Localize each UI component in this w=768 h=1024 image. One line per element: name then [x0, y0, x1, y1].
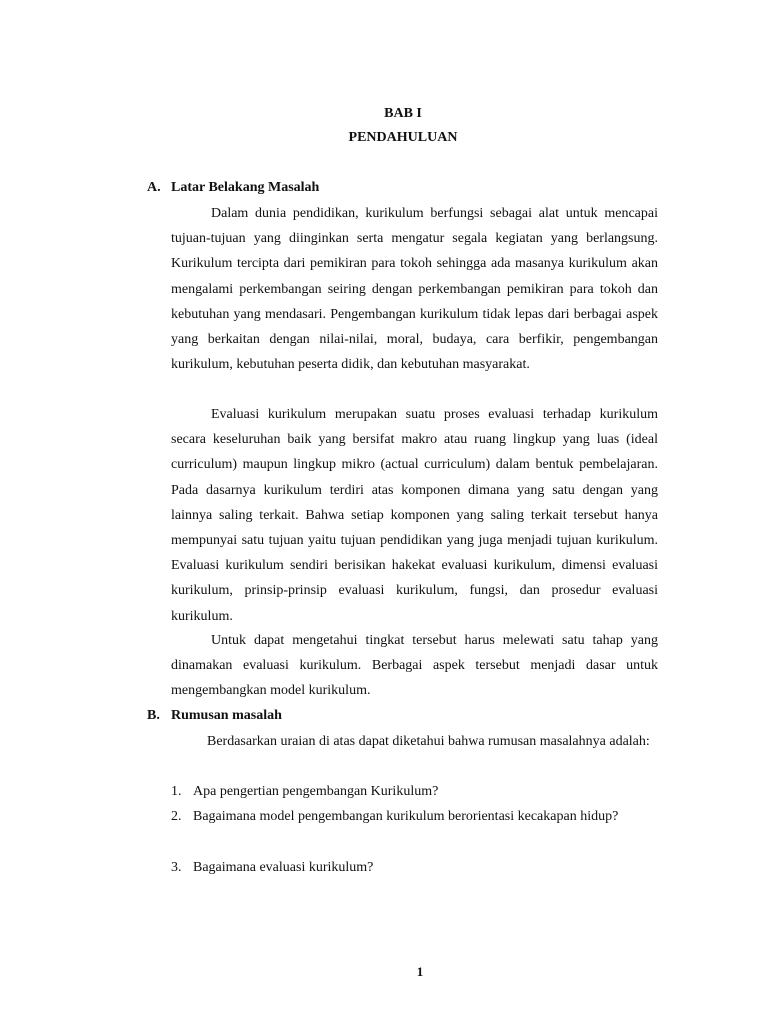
section-a-paragraph-1: Dalam dunia pendidikan, kurikulum berfungsi sebagai alat untuk mencapai tujuan-tujuan yang diinginkan serta mengatur segala kegiatan yang berlangsung. Kurikulum tercipta dari pemikiran para tokoh sehingga ada masanya kurikulum akan mengalami perkembangan seiring dengan perkembangan pemikiran para tokoh dan kebutuhan yang mendasari. Pengembangan kurikulum tidak lepas dari berbagai aspek yang berkaitan dengan nilai-nilai, moral, budaya, cara berfikir, pengembangan kurikulum, kebutuhan peserta didik, dan kebutuhan masyarakat. [171, 206, 658, 373]
section-a-heading [147, 178, 319, 198]
section-b-intro: Berdasarkan uraian di atas dapat diketahui bahwa rumusan masalahnya adalah: [207, 734, 650, 749]
section-a-title: Latar Belakang Masalah [171, 180, 320, 195]
chapter-subtitle: PENDAHULUAN [348, 130, 458, 145]
list-item-number: 3. [171, 860, 182, 875]
section-a-paragraph-3: Untuk dapat mengetahui tingkat tersebut harus melewati satu tahap yang dinamakan evaluasi kurikulum. Berbagai aspek tersebut menjadi dasar untuk mengembangkan model kurikulum. [171, 633, 658, 699]
section-b-title: Rumusan masalah [171, 708, 282, 723]
list-item [171, 804, 658, 829]
list-item [171, 855, 658, 880]
list-item-text: Apa pengertian pengembangan Kurikulum? [193, 784, 439, 799]
section-b-letter: B. [147, 708, 160, 723]
list-item [171, 779, 658, 804]
section-b-heading [147, 706, 282, 726]
page-number: 1 [416, 964, 424, 979]
list-item-number: 2. [171, 809, 182, 824]
list-item-text: Bagaimana evaluasi kurikulum? [193, 860, 374, 875]
section-a-letter: A. [147, 180, 161, 195]
section-a-paragraph-2: Evaluasi kurikulum merupakan suatu proses evaluasi terhadap kurikulum secara keseluruhan baik yang bersifat makro atau ruang lingkup yang luas (ideal curriculum) maupun lingkup mikro (actual curriculum) dalam bentuk pembelajaran. Pada dasarnya kurikulum terdiri atas komponen dimana yang satu dengan yang lainnya saling terkait. Bahwa setiap komponen yang saling terkait tersebut hanya mempunyai satu tujuan yaitu tujuan pendidikan yang juga menjadi tujuan kurikulum. Evaluasi kurikulum sendiri berisikan hakekat evaluasi kurikulum, dimensi evaluasi kurikulum, prinsip-prinsip evaluasi kurikulum, fungsi, dan prosedur evaluasi kurikulum. [171, 407, 658, 624]
list-item-number: 1. [171, 784, 182, 799]
chapter-title: BAB I [384, 106, 422, 121]
list-item-text: Bagaimana model pengembangan kurikulum berorientasi kecakapan hidup? [193, 809, 619, 824]
